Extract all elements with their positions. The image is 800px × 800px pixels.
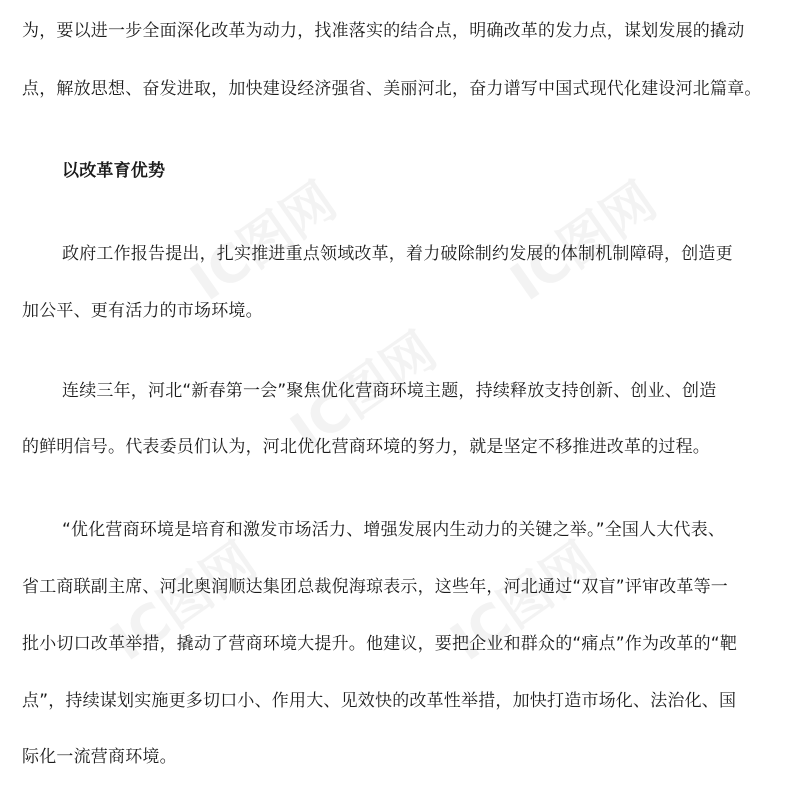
paragraph-line: 政府工作报告提出，扎实推进重点领域改革，着力破除制约发展的体制机制障碍，创造更 <box>62 244 733 264</box>
paragraph-line: 为，要以进一步全面深化改革为动力，找准落实的结合点，明确改革的发力点，谋划发展的撬动 <box>22 21 745 41</box>
section-heading: 以改革育优势 <box>62 161 166 181</box>
paragraph-line: “优化营商环境是培育和激发市场活力、增强发展内生动力的关键之举。”全国人大代表、 <box>62 520 726 540</box>
paragraph-line: 的鲜明信号。代表委员们认为，河北优化营商环境的努力，就是坚定不移推进改革的过程。 <box>22 437 710 457</box>
paragraph-line: 省工商联副主席、河北奥润顺达集团总裁倪海琼表示，这些年，河北通过“双盲”评审改革等一 <box>22 577 729 597</box>
paragraph-line: 际化一流营商环境。 <box>22 747 177 767</box>
paragraph-line: 加公平、更有活力的市场环境。 <box>22 301 263 321</box>
paragraph-line: 连续三年，河北“新春第一会”聚焦优化营商环境主题，持续释放支持创新、创业、创造 <box>62 381 717 401</box>
watermark: IC图网 <box>440 531 608 673</box>
paragraph-line: 点”，持续谋划实施更多切口小、作用大、见效快的改革性举措，加快打造市场化、法治化、国 <box>22 691 737 711</box>
watermark: IC图网 <box>180 171 348 313</box>
watermark: IC图网 <box>100 531 268 673</box>
watermark: IC图网 <box>500 171 668 313</box>
watermark: IC图网 <box>280 321 448 463</box>
paragraph-line: 批小切口改革举措，撬动了营商环境大提升。他建议，要把企业和群众的“痛点”作为改革的“靶 <box>22 634 738 654</box>
paragraph-line: 点，解放思想、奋发进取，加快建设经济强省、美丽河北，奋力谱写中国式现代化建设河北篇章。 <box>22 79 762 99</box>
